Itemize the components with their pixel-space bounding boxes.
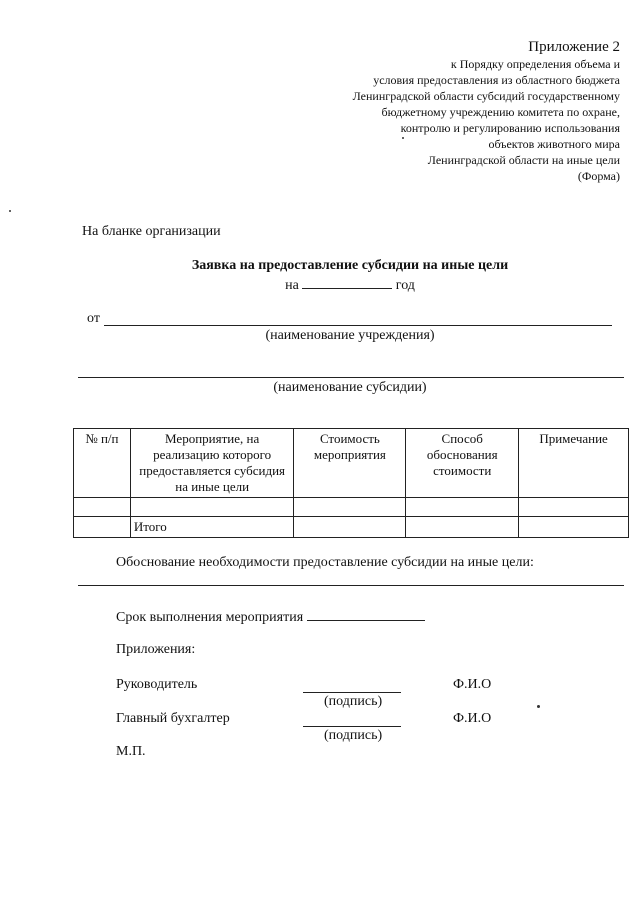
activities-table bbox=[73, 428, 629, 538]
head-name-label: Ф.И.О bbox=[453, 677, 492, 692]
table-cell bbox=[406, 517, 519, 538]
appendix-line: бюджетному учреждению комитета по охране, bbox=[381, 105, 620, 119]
appendix-line: Ленинградской области на иные цели bbox=[427, 153, 620, 167]
table-cell bbox=[406, 498, 519, 517]
head-signature-blank bbox=[303, 692, 401, 693]
scan-speck bbox=[537, 705, 540, 708]
table-cell bbox=[74, 517, 131, 538]
header-activity: Мероприятие, на реализацию которого предоставляется субсидия на иные цели bbox=[130, 429, 294, 498]
scan-speck bbox=[402, 137, 404, 139]
table-cell bbox=[130, 498, 294, 517]
from-label: от bbox=[87, 311, 100, 326]
letterhead-note: На бланке организации bbox=[82, 224, 221, 239]
header-note: Примечание bbox=[519, 429, 629, 498]
institution-caption: (наименование учреждения) bbox=[265, 328, 435, 343]
header-cost: Стоимость мероприятия bbox=[294, 429, 406, 498]
appendix-line: объектов животного мира bbox=[488, 137, 620, 151]
deadline-line bbox=[116, 608, 425, 626]
appendix-line: контролю и регулированию использования bbox=[400, 121, 620, 135]
appendix-line: к Порядку определения объема и bbox=[450, 57, 620, 71]
appendix-header bbox=[320, 38, 620, 184]
seal-label: М.П. bbox=[116, 744, 146, 759]
header-method: Способ обоснования стоимости bbox=[406, 429, 519, 498]
head-label: Руководитель bbox=[116, 677, 198, 692]
table-cell bbox=[519, 517, 629, 538]
subsidy-caption: (наименование субсидии) bbox=[273, 380, 427, 395]
total-label: Итого bbox=[130, 517, 294, 538]
year-blank bbox=[302, 276, 392, 289]
accountant-signature-blank bbox=[303, 726, 401, 727]
subsidy-blank bbox=[78, 377, 624, 378]
appendix-line: условия предоставления из областного бюджета bbox=[373, 73, 620, 87]
scan-speck bbox=[9, 210, 11, 212]
institution-blank bbox=[104, 325, 612, 326]
table-header-row bbox=[74, 429, 629, 498]
chief-accountant-label: Главный бухгалтер bbox=[116, 711, 230, 726]
appendix-line: Ленинградской области субсидий государственному bbox=[352, 89, 620, 103]
accountant-signature-caption: (подпись) bbox=[324, 728, 383, 743]
table-cell bbox=[74, 498, 131, 517]
table-cell bbox=[294, 517, 406, 538]
deadline-blank bbox=[307, 608, 425, 621]
request-title: Заявка на предоставление субсидии на иные цели bbox=[191, 258, 509, 273]
appendix-title: Приложение 2 bbox=[528, 39, 620, 55]
head-signature-caption: (подпись) bbox=[324, 694, 383, 709]
table-row bbox=[74, 498, 629, 517]
table-total-row bbox=[74, 517, 629, 538]
year-prefix: на bbox=[285, 278, 299, 293]
appendix-line: (Форма) bbox=[577, 169, 620, 183]
deadline-label: Срок выполнения мероприятия bbox=[116, 610, 304, 625]
accountant-name-label: Ф.И.О bbox=[453, 711, 492, 726]
justification-blank bbox=[78, 585, 624, 586]
year-line bbox=[0, 276, 640, 294]
table-cell bbox=[294, 498, 406, 517]
header-number: № п/п bbox=[74, 429, 131, 498]
attachments-label: Приложения: bbox=[116, 642, 196, 657]
table-cell bbox=[519, 498, 629, 517]
justification-label: Обоснование необходимости предоставление субсидии на иные цели: bbox=[116, 555, 534, 570]
year-suffix: год bbox=[395, 278, 415, 293]
